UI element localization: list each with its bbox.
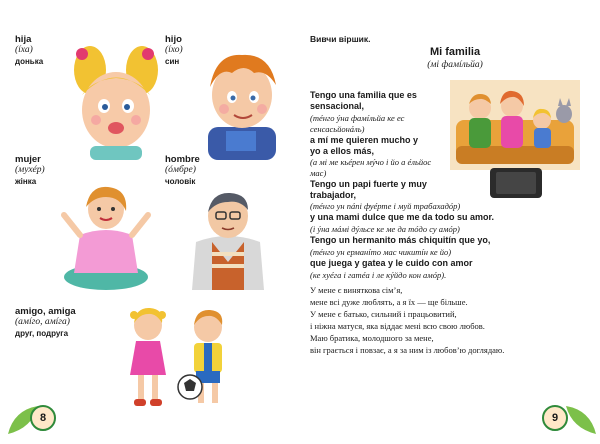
translation-amigo: друг, подруга [15, 329, 69, 338]
translation-hijo: син [165, 57, 180, 66]
word-hombre: hombre [165, 154, 200, 165]
poem-title: Mi familia [429, 46, 481, 58]
ukrainian-line-6: він грається і повзає, а я за ним із любов’ю доглядаю. [310, 345, 505, 355]
ukrainian-line-5: Маю братика, молодшого за мене, [310, 333, 434, 343]
poem-line-2: a mí me quieren mucho y yo a ellos más, [310, 135, 419, 156]
translation-hombre: чоловік [165, 177, 196, 186]
poem-line-6: que juega y gatea y le cuido con amor [310, 258, 473, 268]
word-hijo: hijo [165, 34, 182, 45]
ukrainian-line-4: і ніжна матуся, яка віддає мені всю свою любов. [310, 321, 485, 331]
word-amigo: amigo, amiga [15, 306, 76, 317]
friends-illustration [120, 305, 240, 413]
poem-line-3-transcription: (тéнго ун пáпі фуéрте і муй трабахадóр) [310, 201, 461, 211]
poem-title-transcription: (мі фамíльйа) [427, 60, 483, 70]
ukrainian-line-1: У мене є виняткова сім’я, [310, 285, 403, 295]
poem-line-6-transcription: (ке хуéга і гатéа і ле кýйдо кон амóр). [310, 270, 447, 280]
right-page [300, 0, 600, 444]
family-on-sofa-illustration [450, 80, 580, 198]
poem-line-4: y una mami dulce que me da todo su amor. [310, 212, 495, 222]
instruction: Вивчи віршик. [310, 34, 371, 44]
poem-line-5: Tengo un hermanito más chiquitín que yo, [310, 235, 491, 245]
page-number-9: 9 [542, 405, 568, 431]
page-number-8: 8 [30, 405, 56, 431]
transcription-hijo: (íхо) [165, 45, 183, 55]
translation-mujer: жінка [15, 177, 37, 186]
poem-line-3: Tengo un papi fuerte y muy trabajador, [310, 179, 427, 200]
translation-hija: донька [15, 57, 44, 66]
boy-face-illustration [196, 45, 286, 160]
poem-line-2-transcription: (а мі ме кьéрен мýчо і йо а éльйос мас) [310, 157, 432, 178]
poem-line-1: Tengo una familia que es sensacional, [310, 90, 417, 111]
transcription-hija: (íха) [15, 45, 33, 55]
poem-line-4-transcription: (і ýна мáмі дýльсе ке ме да тóдо су амóр) [310, 224, 460, 234]
girl-face-illustration [60, 40, 165, 160]
transcription-amigo: (амíго, амíга) [15, 317, 70, 327]
ukrainian-line-2: мене всі дуже люблять, а я їх — ще більше. [310, 297, 468, 307]
word-hija: hija [15, 34, 32, 45]
word-mujer: mujer [15, 154, 41, 165]
poem-line-5-transcription: (тéнго ун ерманíто мас чикитíн ке йо) [310, 247, 452, 257]
man-illustration [178, 190, 278, 290]
leaf-decoration-icon [564, 404, 598, 436]
ukrainian-line-3: У мене є батько, сильний і працьовитий, [310, 309, 457, 319]
poem-line-1-transcription: (тéнго ýна фамíльйа ке ес сенсасьйонáль) [310, 113, 405, 134]
transcription-hombre: (óмбре) [165, 165, 196, 175]
transcription-mujer: (мухéр) [15, 165, 45, 175]
woman-illustration [50, 185, 160, 290]
